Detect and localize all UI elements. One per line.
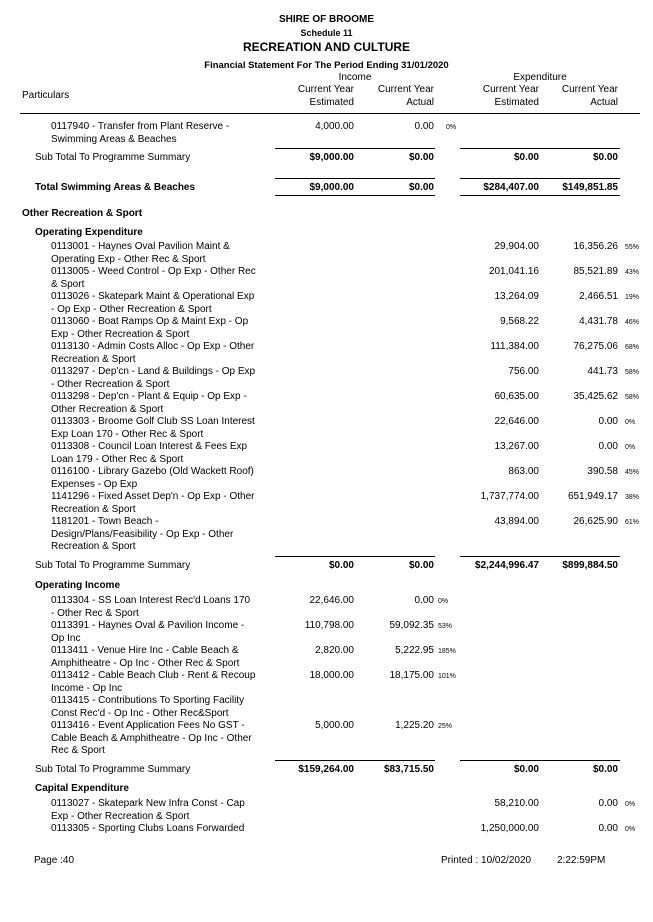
percent: 45%: [625, 469, 640, 476]
line-item: 0116100 - Library Gazebo (Old Wackett Roof) Expenses - Op Exp: [51, 466, 254, 490]
percent: 38%: [625, 494, 640, 501]
expenditure-actual: 26,625.90: [573, 516, 618, 527]
expenditure-estimated: 111,384.00: [490, 341, 539, 352]
line-item: 0113303 - Broome Golf Club SS Loan Interest Exp Loan 170 - Other Rec & Sport: [51, 416, 255, 440]
rule: [275, 760, 355, 761]
percent: 19%: [625, 294, 640, 301]
percent: 25%: [438, 723, 453, 730]
rule: [275, 148, 355, 149]
expenditure-estimated: 201,041.16: [488, 266, 539, 277]
income-header: Income: [338, 72, 372, 83]
percent: 185%: [438, 648, 456, 655]
line-item: 1141296 - Fixed Asset Dep'n - Op Exp - Other Recreation & Sport: [51, 491, 255, 515]
percent: 0%: [446, 124, 457, 131]
exp-act-header-1: Current Year: [561, 84, 618, 95]
expenditure-actual: 441.73: [587, 366, 618, 377]
section-title: Other Recreation & Sport: [22, 208, 143, 219]
group-title: Operating Income: [35, 580, 121, 591]
expenditure-estimated: 43,894.00: [494, 516, 539, 527]
percent: 101%: [438, 673, 456, 680]
expenditure-header: Expenditure: [513, 72, 567, 83]
income-actual: 59,092.35: [389, 620, 434, 631]
expenditure-estimated: 29,904.00: [494, 241, 539, 252]
subtotal-exp-act: $899,884.50: [562, 560, 618, 571]
org-name: SHIRE OF BROOME: [278, 14, 374, 25]
rule: [275, 178, 355, 179]
income-actual: 0.00: [414, 121, 434, 132]
expenditure-estimated: 1,250,000.00: [480, 823, 539, 834]
income-estimated: 22,646.00: [309, 595, 354, 606]
expenditure-estimated: 756.00: [508, 366, 539, 377]
printed-time: 2:22:59PM: [557, 855, 606, 866]
rule: [275, 195, 355, 196]
expenditure-actual: 4,431.78: [579, 316, 618, 327]
line-item: 0113130 - Admin Costs Alloc - Op Exp - Other Recreation & Sport: [51, 341, 255, 365]
subtotal-label: Sub Total To Programme Summary: [35, 764, 191, 775]
line-item: 0113411 - Venue Hire Inc - Cable Beach & Amphitheatre - Op Inc - Other Rec & Sport: [51, 645, 240, 669]
expenditure-estimated: 13,267.00: [494, 441, 539, 452]
inc-est-header-2: Estimated: [309, 97, 354, 108]
expenditure-actual: 390.58: [587, 466, 618, 477]
rule: [275, 556, 355, 557]
rule: [355, 556, 435, 557]
expenditure-actual: 35,425.62: [573, 391, 618, 402]
income-estimated: 18,000.00: [309, 670, 354, 681]
expenditure-actual: 2,466.51: [579, 291, 618, 302]
expenditure-actual: 651,949.17: [567, 491, 618, 502]
page-subtitle: Financial Statement For The Period Ending 31/01/2020: [204, 60, 449, 71]
percent: 0%: [625, 801, 636, 808]
subtotal-exp-est: $0.00: [513, 152, 539, 163]
line-item: 0113005 - Weed Control - Op Exp - Other Rec & Sport: [51, 266, 256, 290]
income-estimated: 5,000.00: [315, 720, 354, 731]
total-label: Total Swimming Areas & Beaches: [35, 182, 196, 193]
percent: 68%: [625, 344, 640, 351]
line-item: 0113026 - Skatepark Maint & Operational Exp - Op Exp - Other Recreation & Sport: [51, 291, 255, 315]
page-title: RECREATION AND CULTURE: [242, 40, 411, 54]
percent: 0%: [438, 598, 449, 605]
expenditure-actual: 0.00: [598, 798, 618, 809]
income-estimated: 2,820.00: [315, 645, 354, 656]
subtotal-exp-act: $0.00: [592, 152, 618, 163]
line-item: 0113305 - Sporting Clubs Loans Forwarded: [51, 823, 245, 834]
inc-act-header-1: Current Year: [377, 84, 434, 95]
group-title: Capital Expenditure: [35, 783, 129, 794]
percent: 53%: [438, 623, 453, 630]
subtotal-exp-act: $0.00: [592, 764, 618, 775]
rule: [540, 760, 620, 761]
exp-est-header-2: Estimated: [494, 97, 539, 108]
percent: 0%: [625, 444, 636, 451]
expenditure-actual: 85,521.89: [573, 266, 618, 277]
line-item: 0113416 - Event Application Fees No GST - Cable Beach & Amphitheatre - Op Inc - Other Rec & Sport: [51, 720, 252, 756]
header-divider: [20, 113, 640, 114]
subtotal-inc-act: $0.00: [408, 152, 434, 163]
expenditure-estimated: 9,568.22: [500, 316, 539, 327]
expenditure-estimated: 60,635.00: [494, 391, 539, 402]
line-item: 0113298 - Dep'cn - Plant & Equip - Op Exp - Other Recreation & Sport: [51, 391, 247, 415]
inc-act-header-2: Actual: [406, 97, 434, 108]
line-item: 0113304 - SS Loan Interest Rec'd Loans 170 - Other Rec & Sport: [51, 595, 251, 619]
rule: [460, 178, 540, 179]
expenditure-actual: 16,356.26: [573, 241, 618, 252]
total-inc-est: $9,000.00: [309, 182, 354, 193]
income-actual: 18,175.00: [389, 670, 434, 681]
particulars-header: Particulars: [22, 90, 70, 101]
expenditure-actual: 76,275.06: [573, 341, 618, 352]
rule: [355, 195, 435, 196]
rule: [460, 195, 540, 196]
subtotal-inc-est: $0.00: [328, 560, 354, 571]
income-actual: 1,225.20: [395, 720, 434, 731]
subtotal-label: Sub Total To Programme Summary: [35, 152, 191, 163]
percent: 58%: [625, 394, 640, 401]
percent: 0%: [625, 419, 636, 426]
total-exp-act: $149,851.85: [562, 182, 618, 193]
subtotal-label: Sub Total To Programme Summary: [35, 560, 191, 571]
percent: 61%: [625, 519, 640, 526]
exp-est-header-1: Current Year: [482, 84, 539, 95]
percent: 55%: [625, 244, 640, 251]
percent: 43%: [625, 269, 640, 276]
line-item: 0113060 - Boat Ramps Op & Maint Exp - Op Exp - Other Recreation & Sport: [51, 316, 249, 340]
expenditure-estimated: 1,737,774.00: [480, 491, 539, 502]
expenditure-estimated: 22,646.00: [494, 416, 539, 427]
rule: [355, 148, 435, 149]
line-item: 0113308 - Council Loan Interest & Fees Exp Loan 179 - Other Rec & Sport: [51, 441, 248, 465]
schedule-label: Schedule 11: [300, 28, 353, 38]
income-actual: 0.00: [414, 595, 434, 606]
line-item: 0113412 - Cable Beach Club - Rent & Recoup Income - Op Inc: [51, 670, 256, 694]
line-item: 0113297 - Dep'cn - Land & Buildings - Op Exp - Other Recreation & Sport: [51, 366, 256, 390]
percent: 0%: [625, 826, 636, 833]
rule: [355, 178, 435, 179]
line-item: 0113001 - Haynes Oval Pavilion Maint & Operating Exp - Other Rec & Sport: [51, 241, 230, 265]
inc-est-header-1: Current Year: [297, 84, 354, 95]
group-title: Operating Expenditure: [35, 227, 143, 238]
percent: 46%: [625, 319, 640, 326]
income-estimated: 110,798.00: [304, 620, 354, 631]
expenditure-actual: 0.00: [598, 441, 618, 452]
rule: [355, 760, 435, 761]
line-item: 0113415 - Contributions To Sporting Facility Const Rec'd - Op Inc - Other Rec&Sport: [51, 695, 245, 719]
subtotal-inc-est: $159,264.00: [298, 764, 354, 775]
subtotal-exp-est: $2,244,996.47: [475, 560, 539, 571]
income-actual: 5,222.95: [395, 645, 434, 656]
subtotal-inc-est: $9,000.00: [309, 152, 354, 163]
subtotal-inc-act: $0.00: [408, 560, 434, 571]
total-inc-act: $0.00: [408, 182, 434, 193]
rule: [540, 195, 620, 196]
percent: 58%: [625, 369, 640, 376]
line-item: 1181201 - Town Beach - Design/Plans/Feasibility - Op Exp - Other Recreation & Sport: [51, 516, 234, 552]
subtotal-inc-act: $83,715.50: [383, 764, 434, 775]
rule: [460, 760, 540, 761]
line-item: 0117940 - Transfer from Plant Reserve - Swimming Areas & Beaches: [51, 121, 230, 145]
expenditure-estimated: 863.00: [508, 466, 539, 477]
exp-act-header-2: Actual: [590, 97, 618, 108]
line-item: 0113391 - Haynes Oval & Pavilion Income - Op Inc: [51, 620, 245, 644]
rule: [460, 148, 540, 149]
income-estimated: 4,000.00: [315, 121, 354, 132]
rule: [540, 148, 620, 149]
page-number: Page :40: [34, 855, 75, 866]
expenditure-actual: 0.00: [598, 823, 618, 834]
printed-date: Printed : 10/02/2020: [441, 855, 532, 866]
rule: [540, 556, 620, 557]
expenditure-actual: 0.00: [598, 416, 618, 427]
line-item: 0113027 - Skatepark New Infra Const - Cap Exp - Other Recreation & Sport: [51, 798, 245, 822]
expenditure-estimated: 58,210.00: [494, 798, 539, 809]
rule: [460, 556, 540, 557]
rule: [540, 178, 620, 179]
total-exp-est: $284,407.00: [483, 182, 539, 193]
expenditure-estimated: 13,264.09: [494, 291, 539, 302]
subtotal-exp-est: $0.00: [513, 764, 539, 775]
